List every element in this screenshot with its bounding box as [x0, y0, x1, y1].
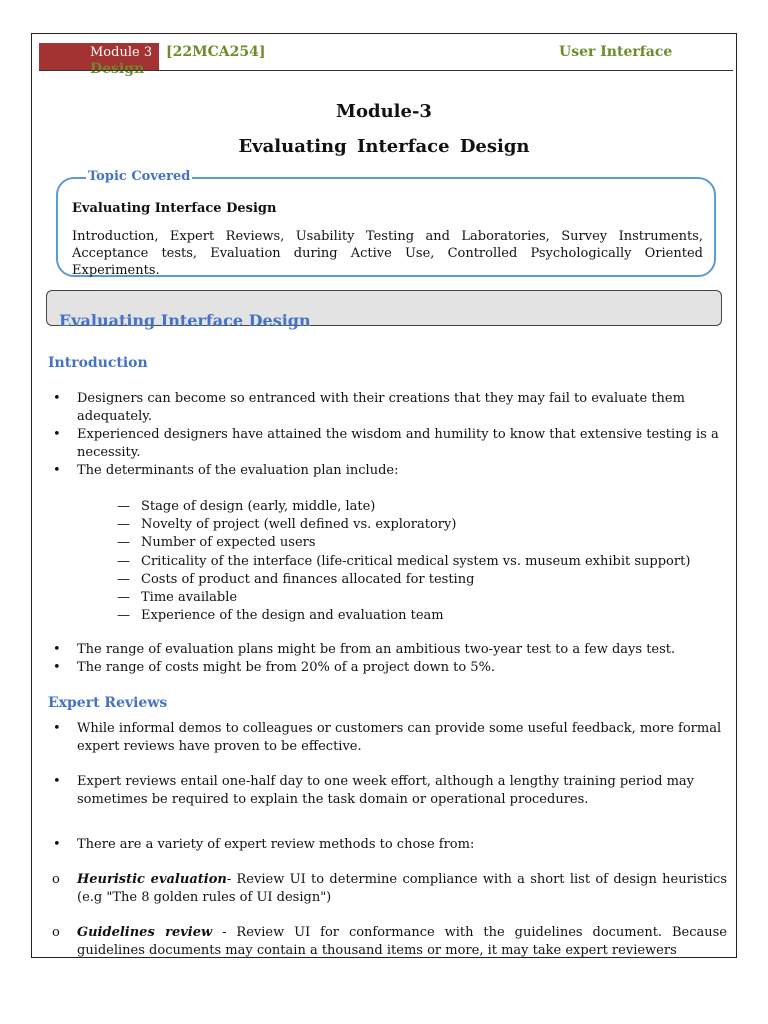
review-method-guidelines [52, 924, 727, 960]
topics-heading: Evaluating Interface Design [72, 201, 277, 216]
page-subtitle: Evaluating Interface Design [238, 136, 530, 157]
header-course-title: User Interface [559, 44, 673, 60]
header-course-title-cont: Design [90, 61, 145, 77]
intro-bullet-list-2 [48, 641, 725, 677]
list-item: — Stage of design (early, middle, late) [117, 498, 690, 516]
method-text [52, 924, 727, 960]
sub-bullet-marker: o [52, 872, 60, 887]
page-title: Module-3 [336, 101, 432, 122]
paragraph-text: Expert reviews entail one-half day to one week effort, although a lengthy training period may sometimes be required to explain the task domain or operational procedures. [77, 774, 695, 807]
header-course-code: [22MCA254] [166, 44, 266, 60]
bullet-marker: • [53, 721, 61, 736]
topics-label: Topic Covered [88, 169, 191, 184]
review-method-heuristic [52, 871, 727, 907]
bullet-marker: • [53, 837, 61, 852]
list-item: — Time available [117, 589, 690, 607]
section-band-title: Evaluating Interface Design [59, 311, 311, 330]
paragraph-text: While informal demos to colleagues or customers can provide some useful feedback, more formal expert reviews have proven to be effective. [77, 721, 722, 754]
expert-reviews-paragraph [48, 773, 727, 809]
expert-reviews-paragraph [48, 836, 727, 854]
introduction-heading: Introduction [48, 355, 148, 371]
method-term: Heuristic evaluation [77, 872, 227, 887]
list-item: • The range of costs might be from 20% of a project down to 5%. [48, 659, 725, 677]
topics-text: Introduction, Expert Reviews, Usability Testing and Laboratories, Survey Instruments, Acceptance tests, Evaluation during Active Use, Controlled Psychologically Oriented Experiments. [72, 229, 703, 278]
list-item: • Experienced designers have attained the wisdom and humility to know that extensive testing is a necessity. [48, 426, 725, 462]
expert-reviews-paragraph [48, 720, 727, 756]
method-description: - Review UI to determine compliance with a short list of design heuristics (e.g "The 8 golden rules of UI design") [77, 872, 727, 905]
intro-bullet-list [48, 390, 725, 480]
list-item: — Experience of the design and evaluation team [117, 607, 690, 625]
bullet-marker: • [53, 774, 61, 789]
list-item: — Criticality of the interface (life-critical medical system vs. museum exhibit support) [117, 553, 690, 571]
sub-bullet-marker: o [52, 925, 60, 940]
determinants-list [117, 498, 690, 625]
method-text [52, 871, 727, 907]
list-item: • The determinants of the evaluation plan include: [48, 462, 725, 480]
list-item: — Number of expected users [117, 534, 690, 552]
list-item: • Designers can become so entranced with their creations that they may fail to evaluate them adequately. [48, 390, 725, 426]
list-item: — Novelty of project (well defined vs. exploratory) [117, 516, 690, 534]
expert-reviews-heading: Expert Reviews [48, 695, 168, 711]
method-term: Guidelines review [77, 925, 213, 940]
method-description: - Review UI for conformance with the guidelines document. Because guidelines documents may contain a thousand items or more, it may take expert reviewers [77, 925, 727, 958]
header-rule [39, 70, 733, 71]
list-item: — Costs of product and finances allocated for testing [117, 571, 690, 589]
list-item: • The range of evaluation plans might be from an ambitious two-year test to a few days test. [48, 641, 725, 659]
paragraph-text: There are a variety of expert review methods to chose from: [77, 837, 475, 852]
header-module-tag: Module 3 [90, 45, 153, 60]
